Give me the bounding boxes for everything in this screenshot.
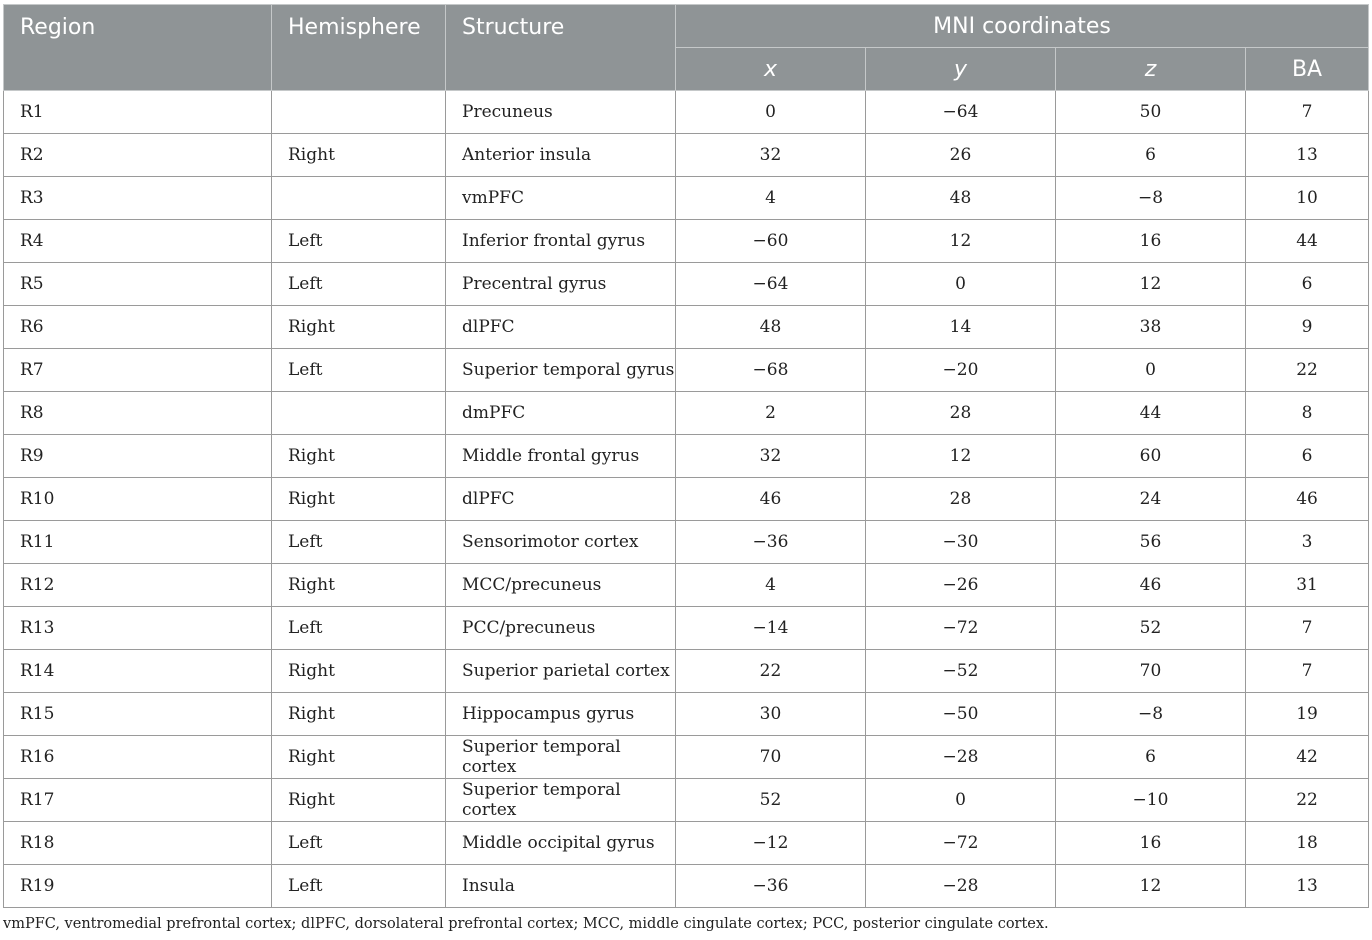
cell-region: R4 <box>4 220 272 263</box>
cell-region: R15 <box>4 693 272 736</box>
cell-region: R6 <box>4 306 272 349</box>
table-row <box>4 263 1369 306</box>
table-row <box>4 91 1369 134</box>
cell-z: 6 <box>1056 736 1246 779</box>
table-row <box>4 865 1369 908</box>
cell-z: 6 <box>1056 134 1246 177</box>
cell-hemisphere: Right <box>272 564 446 607</box>
cell-ba: 10 <box>1246 177 1369 220</box>
cell-region: R17 <box>4 779 272 822</box>
cell-ba: 9 <box>1246 306 1369 349</box>
table-row <box>4 306 1369 349</box>
cell-ba: 7 <box>1246 650 1369 693</box>
cell-z: 46 <box>1056 564 1246 607</box>
cell-region: R18 <box>4 822 272 865</box>
cell-ba: 13 <box>1246 865 1369 908</box>
cell-y: −50 <box>866 693 1056 736</box>
cell-region: R7 <box>4 349 272 392</box>
cell-z: −8 <box>1056 177 1246 220</box>
header-hemisphere: Hemisphere <box>272 5 446 91</box>
cell-structure: Superior temporal cortex <box>446 736 676 779</box>
cell-ba: 31 <box>1246 564 1369 607</box>
cell-structure: dlPFC <box>446 306 676 349</box>
cell-x: 52 <box>676 779 866 822</box>
cell-hemisphere: Left <box>272 521 446 564</box>
cell-z: 52 <box>1056 607 1246 650</box>
table-row <box>4 392 1369 435</box>
cell-hemisphere: Left <box>272 607 446 650</box>
cell-z: 56 <box>1056 521 1246 564</box>
cell-y: 28 <box>866 478 1056 521</box>
cell-ba: 18 <box>1246 822 1369 865</box>
cell-y: −52 <box>866 650 1056 693</box>
cell-structure: Precentral gyrus <box>446 263 676 306</box>
cell-x: 22 <box>676 650 866 693</box>
cell-z: −8 <box>1056 693 1246 736</box>
table-row <box>4 521 1369 564</box>
header-row-top <box>4 5 1369 48</box>
cell-ba: 6 <box>1246 263 1369 306</box>
cell-region: R11 <box>4 521 272 564</box>
cell-structure: Precuneus <box>446 91 676 134</box>
cell-z: 70 <box>1056 650 1246 693</box>
cell-z: 12 <box>1056 865 1246 908</box>
cell-x: −64 <box>676 263 866 306</box>
table-row <box>4 177 1369 220</box>
cell-region: R12 <box>4 564 272 607</box>
cell-x: −12 <box>676 822 866 865</box>
cell-ba: 42 <box>1246 736 1369 779</box>
cell-hemisphere: Right <box>272 435 446 478</box>
cell-structure: Middle frontal gyrus <box>446 435 676 478</box>
cell-z: 12 <box>1056 263 1246 306</box>
cell-structure: Middle occipital gyrus <box>446 822 676 865</box>
cell-hemisphere: Right <box>272 134 446 177</box>
cell-x: 32 <box>676 435 866 478</box>
cell-x: −36 <box>676 865 866 908</box>
cell-z: −10 <box>1056 779 1246 822</box>
cell-z: 50 <box>1056 91 1246 134</box>
cell-x: 4 <box>676 564 866 607</box>
cell-z: 38 <box>1056 306 1246 349</box>
table-row <box>4 693 1369 736</box>
cell-ba: 46 <box>1246 478 1369 521</box>
cell-y: 28 <box>866 392 1056 435</box>
table-row <box>4 134 1369 177</box>
cell-hemisphere: Left <box>272 349 446 392</box>
cell-y: −26 <box>866 564 1056 607</box>
cell-x: −68 <box>676 349 866 392</box>
cell-hemisphere: Left <box>272 865 446 908</box>
cell-structure: Superior temporal cortex <box>446 779 676 822</box>
cell-region: R14 <box>4 650 272 693</box>
cell-hemisphere: Right <box>272 478 446 521</box>
cell-hemisphere <box>272 392 446 435</box>
cell-structure: Anterior insula <box>446 134 676 177</box>
cell-region: R9 <box>4 435 272 478</box>
cell-structure: dlPFC <box>446 478 676 521</box>
cell-region: R8 <box>4 392 272 435</box>
table-row <box>4 564 1369 607</box>
cell-y: 0 <box>866 263 1056 306</box>
header-mni-coordinates: MNI coordinates <box>676 5 1369 48</box>
cell-x: 4 <box>676 177 866 220</box>
cell-z: 16 <box>1056 822 1246 865</box>
cell-ba: 44 <box>1246 220 1369 263</box>
cell-x: −14 <box>676 607 866 650</box>
cell-y: −72 <box>866 822 1056 865</box>
cell-ba: 6 <box>1246 435 1369 478</box>
cell-hemisphere: Right <box>272 306 446 349</box>
mni-coordinates-table <box>3 4 1369 908</box>
cell-ba: 3 <box>1246 521 1369 564</box>
table-body <box>4 91 1369 908</box>
cell-structure: vmPFC <box>446 177 676 220</box>
cell-structure: Superior temporal gyrus <box>446 349 676 392</box>
cell-ba: 8 <box>1246 392 1369 435</box>
header-y: y <box>866 48 1056 91</box>
cell-structure: PCC/precuneus <box>446 607 676 650</box>
cell-ba: 22 <box>1246 349 1369 392</box>
header-z: z <box>1056 48 1246 91</box>
cell-y: 26 <box>866 134 1056 177</box>
cell-region: R1 <box>4 91 272 134</box>
cell-y: 48 <box>866 177 1056 220</box>
header-x: x <box>676 48 866 91</box>
cell-structure: Hippocampus gyrus <box>446 693 676 736</box>
cell-x: −60 <box>676 220 866 263</box>
cell-hemisphere: Left <box>272 220 446 263</box>
cell-hemisphere <box>272 91 446 134</box>
table-row <box>4 220 1369 263</box>
cell-ba: 7 <box>1246 91 1369 134</box>
cell-hemisphere: Right <box>272 650 446 693</box>
cell-x: 48 <box>676 306 866 349</box>
cell-hemisphere <box>272 177 446 220</box>
cell-y: −28 <box>866 865 1056 908</box>
cell-hemisphere: Left <box>272 822 446 865</box>
cell-x: 30 <box>676 693 866 736</box>
table-row <box>4 435 1369 478</box>
cell-hemisphere: Right <box>272 779 446 822</box>
cell-region: R3 <box>4 177 272 220</box>
cell-ba: 19 <box>1246 693 1369 736</box>
cell-hemisphere: Left <box>272 263 446 306</box>
cell-structure: MCC/precuneus <box>446 564 676 607</box>
cell-z: 16 <box>1056 220 1246 263</box>
cell-region: R2 <box>4 134 272 177</box>
table-row <box>4 650 1369 693</box>
cell-structure: Superior parietal cortex <box>446 650 676 693</box>
cell-z: 24 <box>1056 478 1246 521</box>
cell-x: 46 <box>676 478 866 521</box>
table-row <box>4 349 1369 392</box>
cell-region: R10 <box>4 478 272 521</box>
cell-y: −20 <box>866 349 1056 392</box>
cell-y: 12 <box>866 435 1056 478</box>
cell-hemisphere: Right <box>272 736 446 779</box>
header-region: Region <box>4 5 272 91</box>
table-row <box>4 779 1369 822</box>
cell-region: R5 <box>4 263 272 306</box>
cell-z: 0 <box>1056 349 1246 392</box>
cell-structure: Sensorimotor cortex <box>446 521 676 564</box>
cell-hemisphere: Right <box>272 693 446 736</box>
cell-y: −64 <box>866 91 1056 134</box>
cell-y: −30 <box>866 521 1056 564</box>
cell-x: 32 <box>676 134 866 177</box>
cell-structure: Insula <box>446 865 676 908</box>
cell-x: 2 <box>676 392 866 435</box>
cell-x: 70 <box>676 736 866 779</box>
cell-ba: 7 <box>1246 607 1369 650</box>
table-header <box>4 5 1369 91</box>
cell-y: 12 <box>866 220 1056 263</box>
cell-z: 44 <box>1056 392 1246 435</box>
cell-y: −72 <box>866 607 1056 650</box>
table-row <box>4 736 1369 779</box>
cell-y: 0 <box>866 779 1056 822</box>
header-ba: BA <box>1246 48 1369 91</box>
cell-structure: Inferior frontal gyrus <box>446 220 676 263</box>
cell-structure: dmPFC <box>446 392 676 435</box>
table-container <box>3 4 1368 908</box>
cell-x: −36 <box>676 521 866 564</box>
cell-ba: 13 <box>1246 134 1369 177</box>
table-row <box>4 607 1369 650</box>
cell-z: 60 <box>1056 435 1246 478</box>
cell-x: 0 <box>676 91 866 134</box>
table-row <box>4 822 1369 865</box>
cell-ba: 22 <box>1246 779 1369 822</box>
cell-region: R19 <box>4 865 272 908</box>
table-row <box>4 478 1369 521</box>
cell-y: 14 <box>866 306 1056 349</box>
cell-region: R13 <box>4 607 272 650</box>
header-structure: Structure <box>446 5 676 91</box>
cell-region: R16 <box>4 736 272 779</box>
table-footnote: vmPFC, ventromedial prefrontal cortex; dlPFC, dorsolateral prefrontal cortex; MCC, middle cingulate cortex; PCC, posterior cingulate cortex. <box>3 916 1049 932</box>
cell-y: −28 <box>866 736 1056 779</box>
